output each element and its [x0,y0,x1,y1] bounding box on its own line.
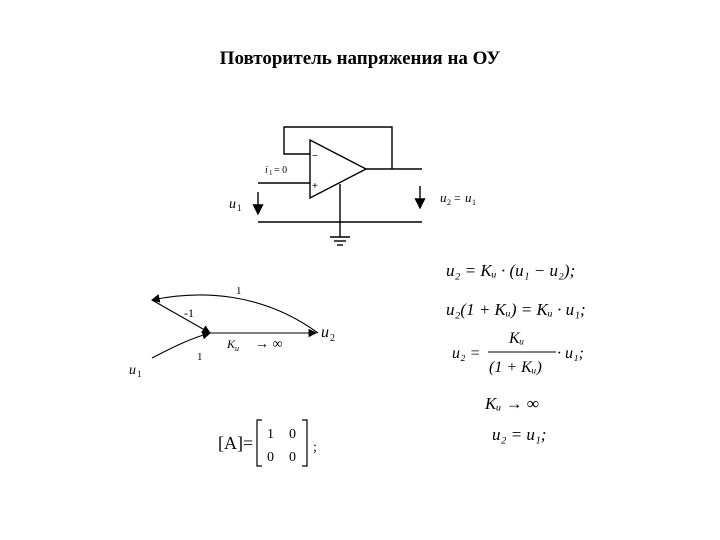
gain-arrow: → ∞ [255,337,283,352]
equation-3-numerator: Kᵤ [509,330,525,347]
u2-label: u [440,190,447,205]
node-u2-label: u [321,324,329,341]
matrix-semicolon: ; [313,440,317,455]
page-title: Повторитель напряжения на ОУ [219,48,501,69]
equation-3-denominator: (1 + Kᵤ) [489,359,542,376]
u2-sub: 2 [447,198,451,207]
opamp-triangle [310,140,366,198]
equation-3-rhs: · u₁; [557,345,584,362]
matrix-r2c2: 0 [289,450,296,465]
edge-top-label: 1 [236,285,242,297]
edge-input-label: 1 [197,351,203,363]
u2-rhs-sub: 1 [472,198,476,207]
u2-eq: = [454,191,461,205]
input-current-eq: = 0 [274,165,288,176]
equation-1: u₂ = Kᵤ · (u₁ − u₂); [446,261,576,280]
gain-K-sub: u [235,344,239,353]
equation-3-lhs: u₂ = [452,345,481,362]
opamp-minus-sign: − [312,151,318,162]
node-u2-sub: 2 [330,333,335,344]
opamp-plus-sign: + [312,181,318,192]
node-u1-sub: 1 [137,369,142,379]
matrix-brackets [257,420,307,466]
edge-feedback [152,300,210,333]
gain-K: K [227,337,236,351]
matrix-r1c1: 1 [267,427,274,442]
opamp-circuit [258,127,422,245]
u1-sub: 1 [237,203,242,213]
matrix-r1c2: 0 [289,427,296,442]
equation-4: Kᵤ → ∞ [485,394,539,413]
matrix-r2c1: 0 [267,450,274,465]
u2-rhs: u [465,190,472,205]
edge-feedback-label: -1 [184,306,194,320]
input-current-label: i [265,165,268,176]
equation-2: u₂(1 + Kᵤ) = Kᵤ · u₁; [446,300,586,319]
matrix-label: [A]= [218,433,254,453]
input-current-sub: 1 [269,169,273,177]
u1-label: u [229,197,236,212]
node-u1-label: u [129,363,136,378]
equation-5: u₂ = u₁; [492,425,547,444]
